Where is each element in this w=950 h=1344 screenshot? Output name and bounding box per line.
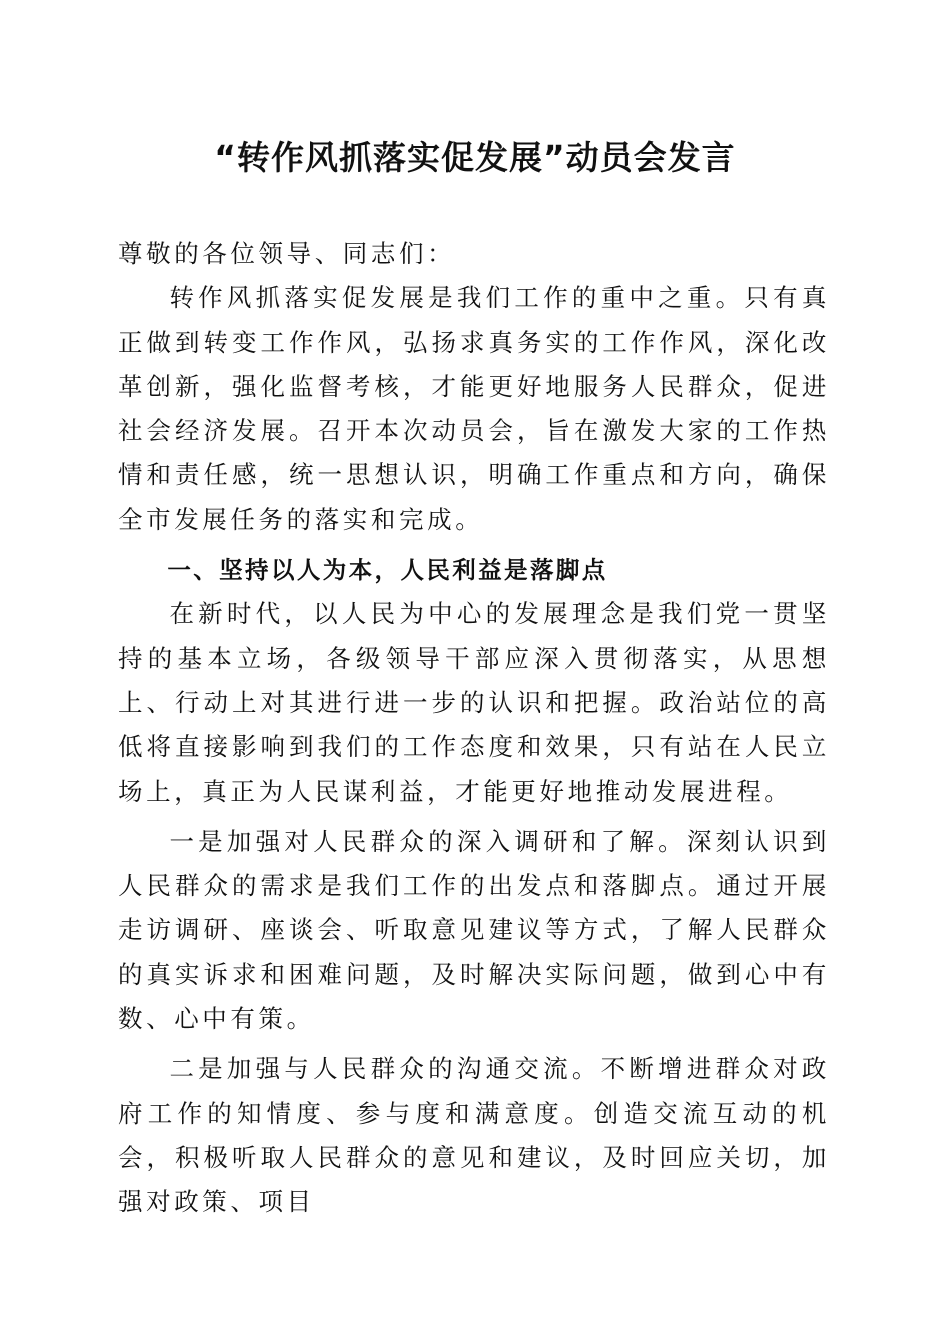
paragraph-point-1: 一是加强对人民群众的深入调研和了解。深刻认识到人民群众的需求是我们工作的出发点和落脚点。通过开展走访调研、座谈会、听取意见建议等方式，了解人民群众的真实诉求和困难问题，及时解决实际问题，做到心中有数、心中有策。 bbox=[118, 826, 830, 1034]
document-title: “转作风抓落实促发展”动员会发言 bbox=[214, 138, 736, 177]
document-body bbox=[118, 232, 830, 1225]
section-heading-1: 一、坚持以人为本，人民利益是落脚点 bbox=[167, 556, 608, 585]
paragraph-section-1: 在新时代，以人民为中心的发展理念是我们党一贯坚持的基本立场，各级领导干部应深入贯彻落实，从思想上、行动上对其进行进一步的认识和把握。政治站位的高低将直接影响到我们的工作态度和效果，只有站在人民立场上，真正为人民谋利益，才能更好地推动发展进程。 bbox=[118, 599, 830, 806]
greeting: 尊敬的各位领导、同志们： bbox=[118, 239, 456, 268]
paragraph-point-2: 二是加强与人民群众的沟通交流。不断增进群众对政府工作的知情度、参与度和满意度。创造交流互动的机会，积极听取人民群众的意见和建议，及时回应关切，加强对政策、项目 bbox=[118, 1054, 830, 1217]
paragraph-intro: 转作风抓落实促发展是我们工作的重中之重。只有真正做到转变工作作风，弘扬求真务实的工作作风，深化改革创新，强化监督考核，才能更好地服务人民群众，促进社会经济发展。召开本次动员会，旨在激发大家的工作热情和责任感，统一思想认识，明确工作重点和方向，确保全市发展任务的落实和完成。 bbox=[118, 283, 830, 534]
